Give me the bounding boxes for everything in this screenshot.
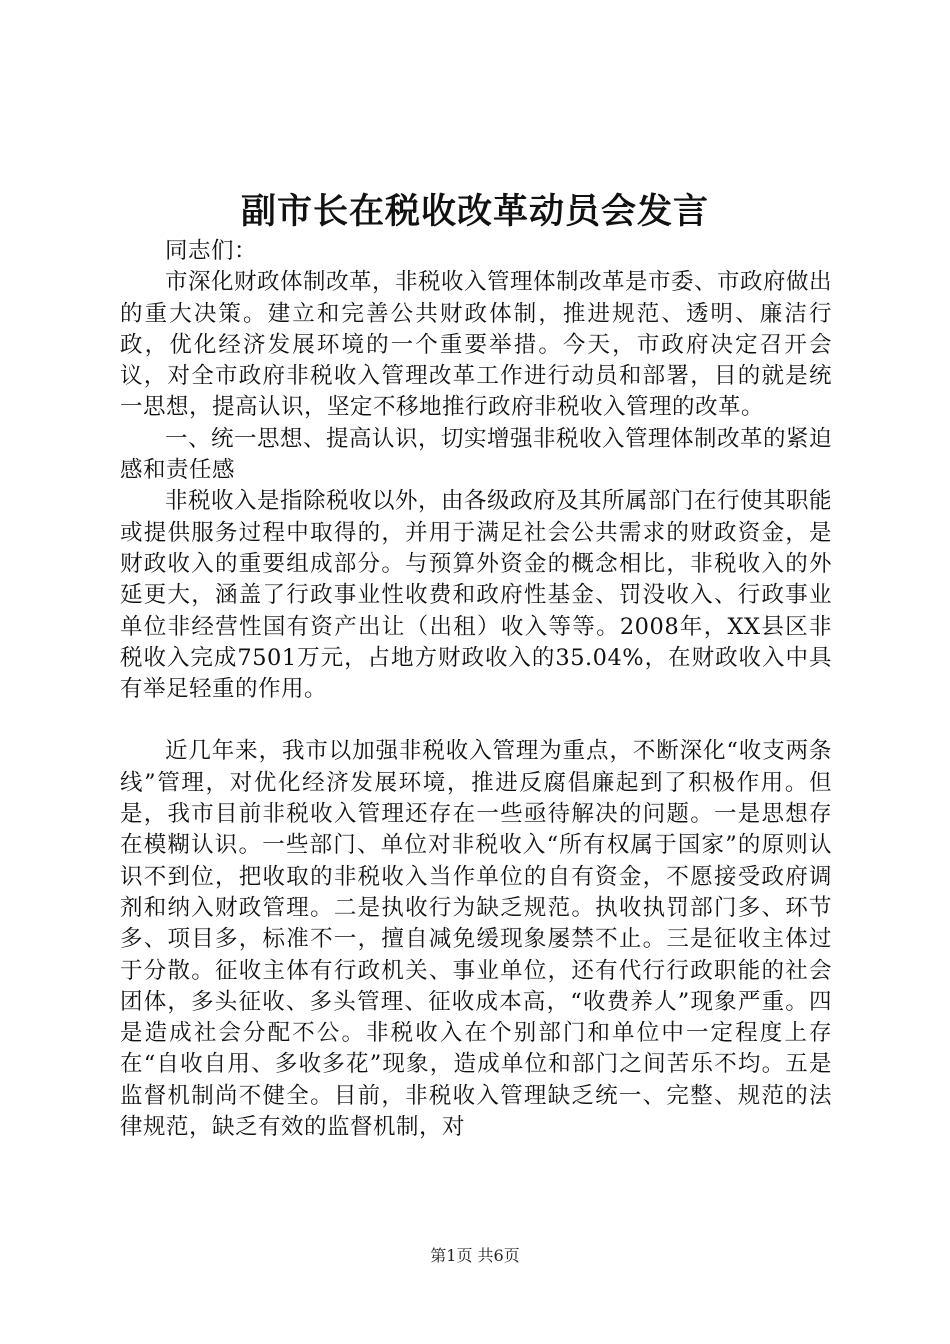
document-title: 副市长在税收改革动员会发言 [240, 191, 709, 232]
body-paragraph: 市深化财政体制改革，非税收入管理体制改革是市委、市政府做出的重大决策。建立和完善公共财政体制，推进规范、透明、廉洁行政，优化经济发展环境的一个重要举措。今天，市政府决定召开会议，对全市政府非税收入管理改革工作进行动员和部署，目的就是统一思想，提高认识，坚定不移地推行政府非税收入管理的改革。 [120, 269, 833, 421]
document-body [120, 236, 832, 1143]
page-number-footer: 第1页 共6页 [430, 1246, 520, 1265]
body-paragraph: 非税收入是指除税收以外，由各级政府及其所属部门在行使其职能或提供服务过程中取得的，并用于满足社会公共需求的财政资金，是财政收入的重要组成部分。与预算外资金的概念相比，非税收入的外延更大，涵盖了行政事业性收费和政府性基金、罚没收入、行政事业单位非经营性国有资产出让（出租）收入等等。2008年，XX县区非税收入完成7501万元，占地方财政收入的35.04%，在财政收入中具有举足轻重的作用。 [120, 488, 833, 703]
body-paragraph: 近几年来，我市以加强非税收入管理为重点，不断深化“收支两条线”管理，对优化经济发展环境，推进反腐倡廉起到了积极作用。但是，我市目前非税收入管理还存在一些亟待解决的问题。一是思想存在模糊认识。一些部门、单位对非税收入“所有权属于国家”的原则认识不到位，把收取的非税收入当作单位的自有资金，不愿接受政府调剂和纳入财政管理。二是执收行为缺乏规范。执收执罚部门多、环节多、项目多，标准不一，擅自减免缓现象屡禁不止。三是征收主体过于分散。征收主体有行政机关、事业单位，还有代行行政职能的社会团体，多头征收、多头管理、征收成本高，“收费养人”现象严重。四是造成社会分配不公。非税收入在个别部门和单位中一定程度上存在“自收自用、多收多花”现象，造成单位和部门之间苦乐不均。五是监督机制尚不健全。目前，非税收入管理缺乏统一、完整、规范的法律规范，缺乏有效的监督机制，对 [120, 738, 832, 1141]
salutation-paragraph: 同志们： [165, 238, 258, 264]
section-heading: 一、统一思想、提高认识，切实增强非税收入管理体制改革的紧迫感和责任感 [120, 425, 833, 484]
